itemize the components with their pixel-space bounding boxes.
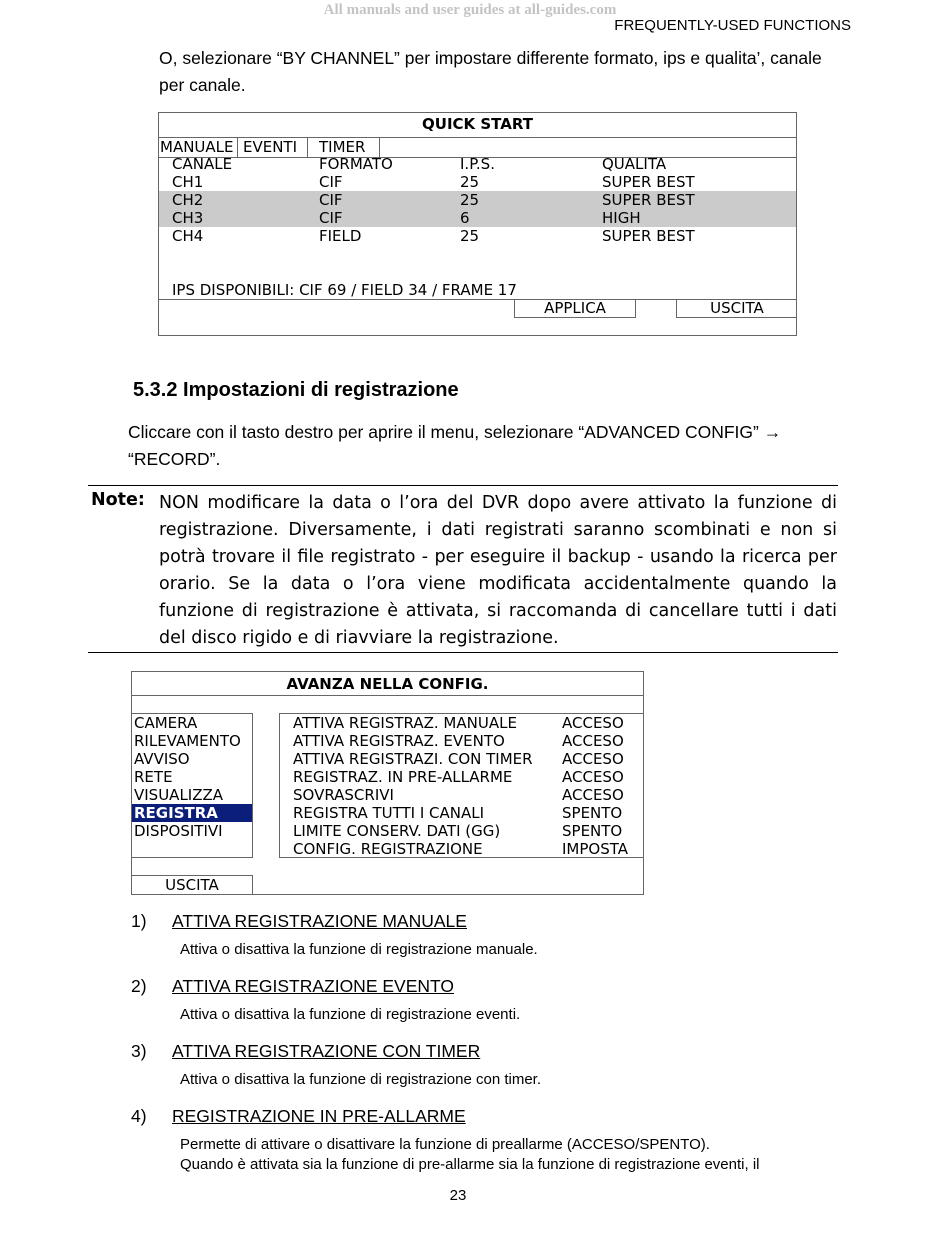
channel-cell: CH1 xyxy=(172,173,204,191)
ips-cell: 25 xyxy=(460,191,480,209)
option-label: CONFIG. REGISTRAZIONE xyxy=(293,840,483,858)
description-line: Attiva o disattiva la funzione di registrazione eventi. xyxy=(180,1006,521,1023)
option-value[interactable]: IMPOSTA xyxy=(562,840,628,858)
item-number: 2) xyxy=(131,976,147,996)
menu-item-rilevamento[interactable]: RILEVAMENTO xyxy=(134,732,241,750)
quick-start-panel xyxy=(158,112,797,336)
config-menu xyxy=(132,713,253,858)
column-header: I.P.S. xyxy=(460,155,495,173)
description-line: Permette di attivare o disattivare la funzione di preallarme (ACCESO/SPENTO). xyxy=(180,1136,710,1153)
option-value[interactable]: SPENTO xyxy=(562,822,623,840)
tab-manuale[interactable]: MANUALE xyxy=(159,138,238,157)
column-header: QUALITA xyxy=(602,155,667,173)
running-head: FREQUENTLY-USED FUNCTIONS xyxy=(614,17,851,34)
description-line: Quando è attivata sia la funzione di pre-allarme sia la funzione di registrazione eventi, il xyxy=(180,1156,760,1173)
menu-item-visualizza[interactable]: VISUALIZZA xyxy=(134,786,224,804)
item-heading: ATTIVA REGISTRAZIONE EVENTO xyxy=(172,976,454,996)
table-header-row xyxy=(159,155,796,173)
advanced-config-panel xyxy=(131,671,644,895)
option-label: REGISTRAZ. IN PRE-ALLARME xyxy=(293,768,513,786)
option-label: ATTIVA REGISTRAZ. MANUALE xyxy=(293,714,517,732)
item-number: 1) xyxy=(131,911,147,931)
item-heading: ATTIVA REGISTRAZIONE MANUALE xyxy=(172,911,467,931)
note-bottom-rule xyxy=(88,652,838,653)
item-number: 3) xyxy=(131,1041,147,1061)
format-cell: CIF xyxy=(319,191,343,209)
option-label: ATTIVA REGISTRAZI. CON TIMER xyxy=(293,750,533,768)
intro-paragraph: O, selezionare “BY CHANNEL” per impostare differente formato, ips e qualita’, canale per canale. xyxy=(159,48,822,95)
note-text: NON modificare la data o l’ora del DVR dopo avere attivato la funzione di registrazione. Diversamente, i dati registrati saranno scombinati e non si potrà trovare il file registrato - per eseguire il backup - usando la ricerca per orario. Se la data o l’ora viene modificata accidentalmente quando la funzione di registrazione è attivata, si raccomanda di cancellare tutti i dati del disco rigido e di riavviare la registrazione. xyxy=(159,493,837,648)
table-row[interactable] xyxy=(159,227,796,245)
option-row[interactable] xyxy=(280,732,644,750)
column-header: CANALE xyxy=(172,155,233,173)
quality-cell: SUPER BEST xyxy=(602,191,695,209)
note-top-rule xyxy=(88,485,838,486)
quality-cell: SUPER BEST xyxy=(602,173,695,191)
description-line: Attiva o disattiva la funzione di registrazione manuale. xyxy=(180,941,538,958)
table-row[interactable] xyxy=(159,209,796,227)
quality-cell: HIGH xyxy=(602,209,641,227)
ips-available-text: IPS DISPONIBILI: CIF 69 / FIELD 34 / FRAME 17 xyxy=(172,281,517,299)
item-description xyxy=(180,1005,840,1025)
advanced-config-title: AVANZA NELLA CONFIG. xyxy=(286,675,489,693)
item-description xyxy=(180,1135,840,1175)
format-cell: FIELD xyxy=(319,227,362,245)
record-options-list xyxy=(279,713,644,858)
option-row[interactable] xyxy=(280,750,644,768)
option-label: SOVRASCRIVI xyxy=(293,786,394,804)
ips-cell: 25 xyxy=(460,227,480,245)
option-value[interactable]: ACCESO xyxy=(562,768,624,786)
item-heading: REGISTRAZIONE IN PRE-ALLARME xyxy=(172,1106,466,1126)
option-row[interactable] xyxy=(280,840,644,858)
table-row[interactable] xyxy=(159,191,796,209)
option-row[interactable] xyxy=(280,714,644,732)
option-value[interactable]: ACCESO xyxy=(562,750,624,768)
option-label: REGISTRA TUTTI I CANALI xyxy=(293,804,485,822)
note-label: Note: xyxy=(91,490,145,510)
table-row[interactable] xyxy=(159,173,796,191)
option-label: ATTIVA REGISTRAZ. EVENTO xyxy=(293,732,505,750)
menu-item-registra[interactable]: REGISTRA xyxy=(132,804,252,822)
watermark: All manuals and user guides at all-guides.com xyxy=(323,2,617,18)
exit-button[interactable]: USCITA xyxy=(676,299,797,318)
format-cell: CIF xyxy=(319,173,343,191)
option-row[interactable] xyxy=(280,804,644,822)
ips-cell: 6 xyxy=(460,209,470,227)
item-heading: ATTIVA REGISTRAZIONE CON TIMER xyxy=(172,1041,481,1061)
channel-cell: CH2 xyxy=(172,191,204,209)
option-value[interactable]: SPENTO xyxy=(562,804,623,822)
menu-item-rete[interactable]: RETE xyxy=(134,768,173,786)
menu-item-camera[interactable]: CAMERA xyxy=(134,714,198,732)
quick-start-title: QUICK START xyxy=(422,115,533,133)
option-row[interactable] xyxy=(280,822,644,840)
quality-cell: SUPER BEST xyxy=(602,227,695,245)
item-description xyxy=(180,1070,840,1090)
section-paragraph: Cliccare con il tasto destro per aprire il menu, selezionare “ADVANCED CONFIG” → “RECORD”. xyxy=(128,422,782,469)
item-description xyxy=(180,940,840,960)
option-row[interactable] xyxy=(280,786,644,804)
menu-item-dispositivi[interactable]: DISPOSITIVI xyxy=(134,822,223,840)
channel-cell: CH3 xyxy=(172,209,204,227)
tab-timer[interactable]: TIMER xyxy=(308,138,380,157)
divider xyxy=(132,695,643,696)
apply-button[interactable]: APPLICA xyxy=(514,299,636,318)
menu-item-avviso[interactable]: AVVISO xyxy=(134,750,190,768)
exit-button[interactable]: USCITA xyxy=(132,875,253,894)
option-label: LIMITE CONSERV. DATI (GG) xyxy=(293,822,501,840)
description-line: Attiva o disattiva la funzione di registrazione con timer. xyxy=(180,1071,542,1088)
option-value[interactable]: ACCESO xyxy=(562,732,624,750)
tab-eventi[interactable]: EVENTI xyxy=(237,138,308,157)
page-number: 23 xyxy=(449,1187,467,1204)
section-title: 5.3.2 Impostazioni di registrazione xyxy=(133,379,459,401)
column-header: FORMATO xyxy=(319,155,393,173)
item-number: 4) xyxy=(131,1106,147,1126)
option-value[interactable]: ACCESO xyxy=(562,714,624,732)
channel-cell: CH4 xyxy=(172,227,204,245)
option-row[interactable] xyxy=(280,768,644,786)
option-value[interactable]: ACCESO xyxy=(562,786,624,804)
ips-cell: 25 xyxy=(460,173,480,191)
format-cell: CIF xyxy=(319,209,343,227)
